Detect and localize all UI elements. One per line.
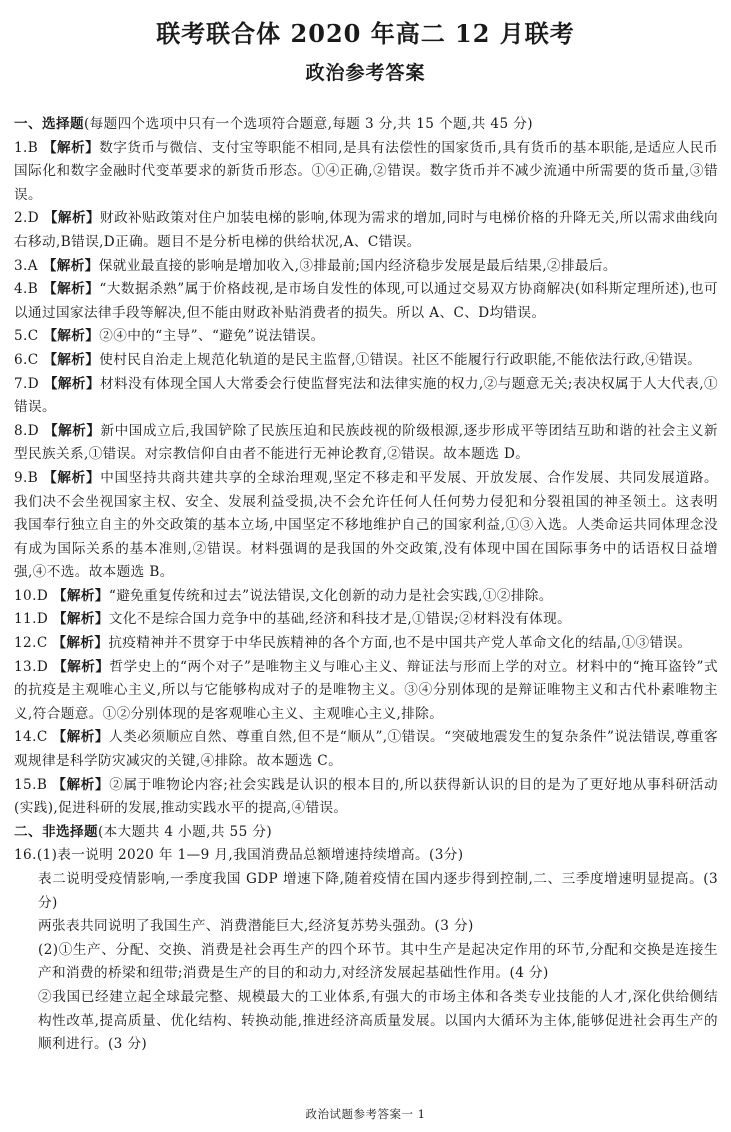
section-note: (每题四个选项中只有一个选项符合题意,每题 3 分,共 15 个题,共 45 分) xyxy=(83,116,533,132)
answer-explanation: 文化不是综合国力竞争中的基础,经济和科技才是,①错误;②材料没有体现。 xyxy=(108,611,572,628)
answer-item xyxy=(14,137,718,208)
answer-explanation: “大数据杀熟”属于价格歧视,是市场自发性的体现,可以通过交易双方协商解决(如科斯定理所述),也可以通过国家法律手段等解决,但不能由财政补贴消费者的损失。所以 A、C、D均错误。 xyxy=(14,281,718,321)
answer-explanation: ②④中的“主导”、“避免”说法错误。 xyxy=(99,328,325,345)
section-heading-label: 二、非选择题 xyxy=(14,823,98,840)
q16-line-4: (2)①生产、分配、交换、消费是社会再生产的四个环节。其中生产是起决定作用的环节,分配和交换是连接生产和消费的桥梁和纽带;消费是生产的目的和动力,对经济发展起基础性作用。(4 分) xyxy=(38,941,718,982)
q16-line-5: ②我国已经建立起全球最完整、规模最大的工业体系,有强大的市场主体和各类专业技能的人才,深化供给侧结构性改革,提高质量、优化结构、转换动能,推进经济高质量发展。以国内大循环为主体,能够促进社会再生产的顺利进行。(3 分) xyxy=(38,988,718,1053)
analysis-tag: 【解析】 xyxy=(42,139,100,156)
answer-item xyxy=(14,608,718,632)
answer-explanation: 中国坚持共商共建共享的全球治理观,坚定不移走和平发展、开放发展、合作发展、共同发展道路。我们决不会坐视国家主权、安全、发展利益受损,决不会允许任何人任何势力侵犯和分裂祖国的神圣领土。这表明我国奉行独立自主的外交政策的基本立场,中国坚定不移地维护自己的国家利益,①③入选。人类命运共同体理念没有成为国际关系的基本准则,②错误。材料强调的是我国的外交政策,没有体现中国在国际事务中的话语权日益增强,④不选。故本题选 B。 xyxy=(14,469,718,581)
answer-item xyxy=(14,349,718,373)
answer-number: 14.C xyxy=(14,729,48,746)
answer-item xyxy=(14,656,718,727)
page-subtitle: 政治参考答案 xyxy=(305,62,426,84)
answer-item xyxy=(14,278,718,325)
analysis-tag: 【解析】 xyxy=(52,611,109,628)
answer-explanation: ②属于唯物论内容;社会实践是认识的根本目的,所以获得新认识的目的是为了更好地从事科研活动(实践),促进科研的发展,推动实践水平的提高,④错误。 xyxy=(14,776,718,817)
answer-number: 7.D xyxy=(14,375,40,392)
answer-list xyxy=(14,137,718,821)
analysis-tag: 【解析】 xyxy=(52,658,110,675)
q16-line-3: 两张表共同说明了我国生产、消费潜能巨大,经济复苏势头强劲。(3 分) xyxy=(38,918,474,935)
analysis-tag: 【解析】 xyxy=(52,776,110,793)
analysis-tag: 【解析】 xyxy=(43,469,101,486)
analysis-tag: 【解析】 xyxy=(52,635,109,652)
section-heading-label: 一、选择题 xyxy=(14,116,84,132)
answer-body xyxy=(14,113,718,1057)
answer-number: 15.B xyxy=(14,776,48,793)
section-note: (本大题共 4 小题,共 55 分) xyxy=(97,823,273,840)
answer-item xyxy=(14,325,718,349)
page-title: 联考联合体 2020 年高二 12 月联考 xyxy=(156,19,575,48)
answer-number: 12.C xyxy=(14,635,48,652)
answer-item xyxy=(14,373,718,420)
analysis-tag: 【解析】 xyxy=(52,587,109,604)
answer-number: 5.C xyxy=(14,328,39,345)
answer-item xyxy=(14,726,718,773)
answer-explanation: 财政补贴政策对住户加装电梯的影响,体现为需求的增加,同时与电梯价格的升降无关,所以需求曲线向右移动,B错误,D正确。题目不是分析电梯的供给状况,A、C错误。 xyxy=(14,210,718,250)
answer-explanation: 保就业最直接的影响是增加收入,③排最前;国内经济稳步发展是最后结果,②排最后。 xyxy=(98,257,617,274)
answer-item xyxy=(14,467,718,585)
q16-line-2: 表二说明受疫情影响,一季度我国 GDP 增速下降,随着疫情在国内逐步得到控制,二、三季度增速明显提高。(3 分) xyxy=(38,871,718,911)
answer-item xyxy=(14,774,718,821)
analysis-tag: 【解析】 xyxy=(43,328,100,345)
answer-number: 11.D xyxy=(14,611,49,628)
answer-explanation: 材料没有体现全国人大常委会行使监督宪法和法律实施的权力,②与题意无关;表决权属于人大代表,①错误。 xyxy=(14,375,718,416)
analysis-tag: 【解析】 xyxy=(43,375,100,392)
answer-item xyxy=(14,207,718,254)
answer-number: 3.A xyxy=(14,257,38,274)
analysis-tag: 【解析】 xyxy=(43,351,100,368)
analysis-tag: 【解析】 xyxy=(43,210,101,227)
answer-explanation: 哲学史上的“两个对子”是唯物主义与唯心主义、辩证法与形而上学的对立。材料中的“掩耳盗铃”式的抗疫是主观唯心主义,所以与它能够构成对子的是唯物主义。③④分别体现的是辩证唯物主义和古代朴素唯物主义,符合题意。①②分别体现的是客观唯心主义、主观唯心主义,排除。 xyxy=(14,658,718,722)
answer-number: 9.B xyxy=(14,469,39,486)
analysis-tag: 【解析】 xyxy=(43,281,100,298)
answer-explanation: 新中国成立后,我国铲除了民族压迫和民族歧视的阶级根源,逐步形成平等团结互助和谐的社会主义新型民族关系,①错误。对宗教信仰自由者不能进行无神论教育,②错误。故本题选 D。 xyxy=(14,422,718,463)
section-heading-choice xyxy=(14,113,718,137)
answer-explanation: “避免重复传统和过去”说法错误,文化创新的动力是社会实践,①②排除。 xyxy=(108,587,553,604)
answer-explanation: 抗疫精神并不贯穿于中华民族精神的各个方面,也不是中国共产党人革命文化的结晶,①③错误。 xyxy=(108,635,692,652)
answer-number: 6.C xyxy=(14,351,39,368)
q16-line-1: 16.(1)表一说明 2020 年 1—9 月,我国消费品总额增速持续增高。(3分) xyxy=(14,847,464,864)
answer-number: 2.D xyxy=(14,210,40,227)
answer-number: 8.D xyxy=(14,422,40,439)
answer-number: 13.D xyxy=(14,658,49,675)
answer-explanation: 数字货币与微信、支付宝等职能不相同,是具有法偿性的国家货币,具有货币的基本职能,是适应人民币国际化和数字金融时代变革要求的新货币形态。①④正确,②错误。数字货币并不减少流通中所需要的货币量,③错误。 xyxy=(14,139,718,203)
answer-item xyxy=(14,632,718,656)
section-heading-open xyxy=(14,821,718,845)
answer-number: 4.B xyxy=(14,281,39,298)
answer-item xyxy=(14,585,718,609)
analysis-tag: 【解析】 xyxy=(52,729,109,746)
answer-item xyxy=(14,420,718,467)
answer-item xyxy=(14,255,718,279)
answer-number: 1.B xyxy=(14,139,39,156)
analysis-tag: 【解析】 xyxy=(43,422,101,439)
answer-explanation: 使村民自治走上规范化轨道的是民主监督,①错误。社区不能履行行政职能,不能依法行政,④错误。 xyxy=(99,351,702,368)
answer-explanation: 人类必须顺应自然、尊重自然,但不是“顺从”,①错误。“突破地震发生的复杂条件”说法错误,尊重客观规律是科学防灾减灾的关键,④排除。故本题选 C。 xyxy=(14,729,718,770)
analysis-tag: 【解析】 xyxy=(42,257,99,274)
answer-number: 10.D xyxy=(14,587,49,604)
page-footer: 政治试题参考答案一 1 xyxy=(305,1107,426,1121)
